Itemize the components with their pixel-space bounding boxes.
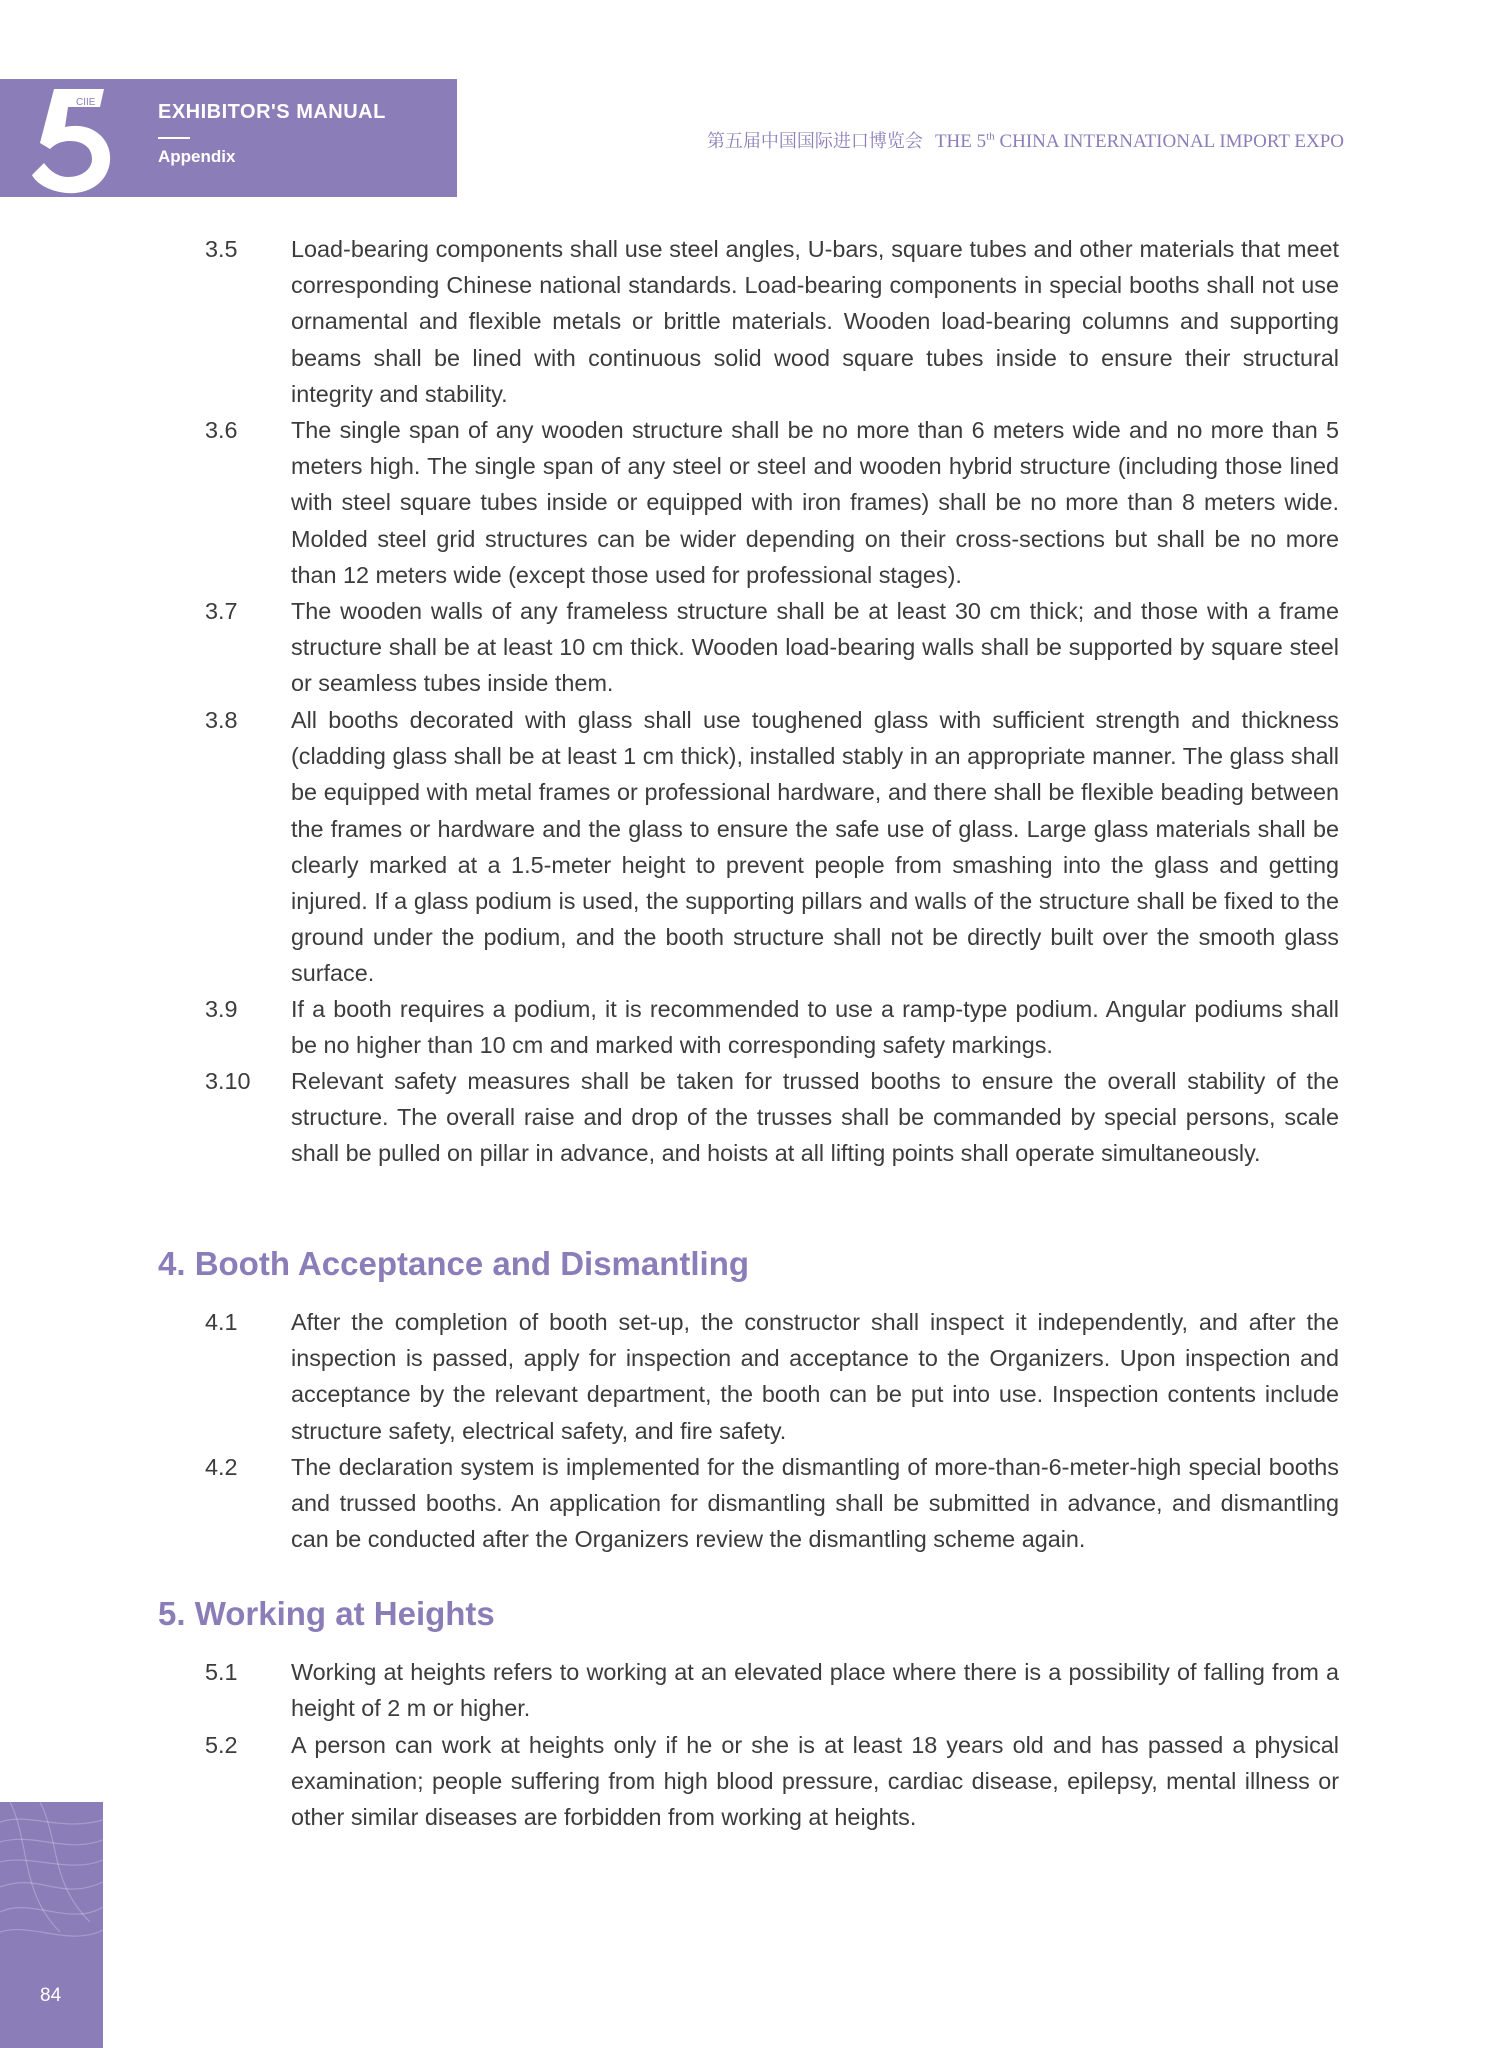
- section-heading-5: 5. Working at Heights: [158, 1595, 495, 1632]
- item-text: If a booth requires a podium, it is recommended to use a ramp-type podium. Angular podiums shall be no higher than 10 cm and marked with corresponding safety markings.: [291, 996, 1339, 1059]
- logo-ciie-text: CIIE: [76, 97, 96, 108]
- expo-title-en-suffix: CHINA INTERNATIONAL IMPORT EXPO: [994, 131, 1344, 152]
- header-band: [0, 79, 457, 197]
- expo-title-en-sup: th: [986, 130, 995, 143]
- item-number: 3.7: [205, 598, 238, 624]
- item-number: 3.9: [205, 996, 238, 1022]
- item-number: 3.8: [205, 707, 238, 733]
- item-text: A person can work at heights only if he or she is at least 18 years old and has passed a physical examination; people suffering from high blood pressure, cardiac disease, epilepsy, mental illness or other similar diseases are forbidden from working at heights.: [291, 1732, 1339, 1831]
- item-number: 3.6: [205, 417, 238, 443]
- item-text: Load-bearing components shall use steel angles, U-bars, square tubes and other materials that meet corresponding Chinese national standards. Load-bearing components in special booths shall not use ornamental and flexible metals or brittle materials. Wooden load-bearing columns and supporting beams shall be lined with continuous solid wood square tubes inside to ensure their structural integrity and stability.: [291, 236, 1339, 407]
- item-text: The single span of any wooden structure shall be no more than 6 meters wide and no more than 5 meters high. The single span of any steel or steel and wooden hybrid structure (including those lined with steel square tubes inside or equipped with iron frames) shall be no more than 8 meters wide. Molded steel grid structures can be wider depending on their cross-sections but shall be no more than 12 meters wide (except those used for professional stages).: [291, 417, 1339, 588]
- section-label: Appendix: [158, 147, 236, 166]
- section-heading-4: 4. Booth Acceptance and Dismantling: [158, 1245, 750, 1282]
- item-number: 3.10: [205, 1068, 251, 1094]
- item-number: 4.2: [205, 1454, 238, 1480]
- expo-title: [707, 127, 1344, 153]
- item-text: The declaration system is implemented for the dismantling of more-than-6-meter-high special booths and trussed booths. An application for dismantling shall be submitted in advance, and dismantling can be conducted after the Organizers review the dismantling scheme again.: [291, 1454, 1339, 1553]
- side-decoration-band: [0, 1802, 103, 2048]
- page-number: 84: [40, 1985, 62, 2006]
- item-text: Working at heights refers to working at an elevated place where there is a possibility of falling from a height of 2 m or higher.: [291, 1659, 1339, 1722]
- item-number: 5.1: [205, 1659, 238, 1685]
- expo-title-cn: 第五届中国国际进口博览会: [706, 131, 923, 152]
- expo-title-en-prefix: THE 5: [934, 131, 987, 152]
- title-divider: [158, 137, 190, 139]
- ciie-5-logo-icon: [26, 83, 116, 195]
- item-number: 3.5: [205, 236, 238, 262]
- item-text: After the completion of booth set-up, the constructor shall inspect it independently, and after the inspection is passed, apply for inspection and acceptance to the Organizers. Upon inspection and acceptance by the relevant department, the booth can be put into use. Inspection contents include structure safety, electrical safety, and fire safety.: [291, 1309, 1339, 1444]
- item-number: 5.2: [205, 1732, 238, 1758]
- item-text: The wooden walls of any frameless structure shall be at least 30 cm thick; and those with a frame structure shall be at least 10 cm thick. Wooden load-bearing walls shall be supported by square steel or seamless tubes inside them.: [291, 598, 1339, 697]
- item-text: All booths decorated with glass shall use toughened glass with sufficient strength and thickness (cladding glass shall be at least 1 cm thick), installed stably in an appropriate manner. The glass shall be equipped with metal frames or professional hardware, and there shall be flexible beading between the frames or hardware and the glass to ensure the safe use of glass. Large glass materials shall be clearly marked at a 1.5-meter height to prevent people from smashing into the glass and getting injured. If a glass podium is used, the supporting pillars and walls of the structure shall be fixed to the ground under the podium, and the booth structure shall not be directly built over the smooth glass surface.: [291, 707, 1339, 987]
- line-pattern-decoration: [0, 1802, 103, 2048]
- item-text: Relevant safety measures shall be taken for trussed booths to ensure the overall stability of the structure. The overall raise and drop of the trusses shall be commanded by special persons, scale shall be pulled on pillar in advance, and hoists at all lifting points shall operate simultaneously.: [291, 1068, 1339, 1167]
- item-number: 4.1: [205, 1309, 238, 1335]
- manual-title: EXHIBITOR'S MANUAL: [158, 101, 386, 123]
